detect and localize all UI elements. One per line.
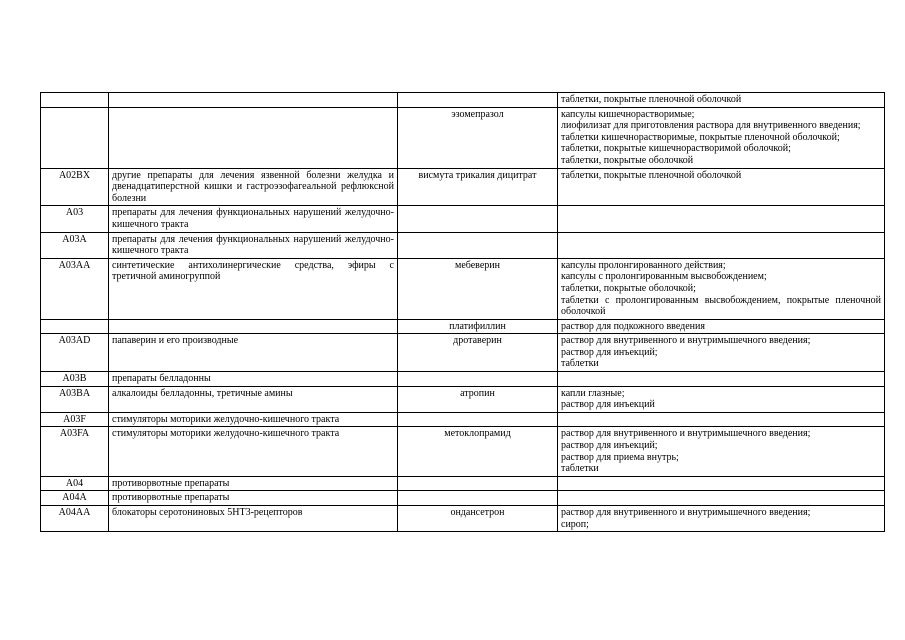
atc-group-cell [109,319,398,334]
atc-code-cell: A04A [41,491,109,506]
dosage-form-cell [558,319,885,334]
dosage-form-line: таблетки кишечнорастворимые, покрытые пленочной оболочкой; [561,131,840,143]
group-text: другие препараты для лечения язвенной болезни желудка и двенадцатиперстной кишки и гастроэзофагеальной рефлюксной болезни [112,169,394,204]
atc-group-cell [109,334,398,372]
dosage-form-line: раствор для подкожного введения [561,320,705,332]
table-row [41,491,885,506]
atc-code-cell: A03BA [41,386,109,412]
atc-code-cell: A03F [41,412,109,427]
dosage-form-line: раствор для приема внутрь; [561,451,679,463]
atc-code-cell [41,93,109,108]
group-text: противорвотные препараты [112,492,230,504]
dosage-form-cell [558,491,885,506]
atc-code-cell: A04AA [41,506,109,532]
atc-group-cell [109,206,398,232]
table-row [41,386,885,412]
dosage-form-cell [558,506,885,532]
dosage-form-line: таблетки, покрытые оболочкой; [561,282,696,294]
atc-code-cell: A03FA [41,427,109,476]
drug-name-cell: дротаверин [398,334,558,372]
atc-code-cell: A03AA [41,258,109,319]
atc-code-cell: A04 [41,476,109,491]
dosage-form-cell [558,372,885,387]
dosage-form-line: капли глазные; [561,387,625,399]
group-text: стимуляторы моторики желудочно-кишечного тракта [112,428,340,440]
drug-name-cell: атропин [398,386,558,412]
drug-classification-table [40,92,885,532]
group-text: препараты белладонны [112,373,211,385]
atc-group-cell [109,491,398,506]
atc-code-cell: A02BX [41,168,109,206]
atc-code-cell: A03AD [41,334,109,372]
drug-name-cell [398,412,558,427]
drug-name-cell: мебеверин [398,258,558,319]
dosage-form-line: таблетки, покрытые пленочной оболочкой [561,169,742,181]
drug-name-cell: ондансетрон [398,506,558,532]
group-text: алкалоиды белладонны, третичные амины [112,387,293,399]
dosage-form-line: раствор для инъекций; [561,346,658,358]
table-row [41,107,885,168]
dosage-form-line: таблетки, покрытые оболочкой [561,154,694,166]
table-row [41,412,885,427]
table-row [41,93,885,108]
dosage-form-line: лиофилизат для приготовления раствора для внутривенного введения; [561,120,861,132]
atc-code-cell [41,319,109,334]
dosage-form-line: капсулы с пролонгированным высвобождением; [561,271,767,283]
dosage-form-cell [558,427,885,476]
drug-name-cell: эзомепразол [398,107,558,168]
dosage-form-line: раствор для инъекций; [561,440,658,452]
dosage-form-cell [558,386,885,412]
dosage-form-line: таблетки [561,463,599,475]
atc-group-cell [109,476,398,491]
dosage-form-cell [558,93,885,108]
drug-name-cell [398,491,558,506]
group-text: препараты для лечения функциональных нарушений желудочно-кишечного тракта [112,233,394,257]
atc-code-cell [41,107,109,168]
atc-group-cell [109,427,398,476]
atc-code-cell: A03 [41,206,109,232]
atc-code-cell: A03A [41,232,109,258]
dosage-form-line: раствор для внутривенного и внутримышечного введения; [561,507,811,518]
dosage-form-cell [558,412,885,427]
table-row [41,319,885,334]
drug-name-cell [398,93,558,108]
dosage-form-cell [558,107,885,168]
table-row [41,206,885,232]
group-text: синтетические антихолинергические средства, эфиры с третичной аминогруппой [112,259,394,283]
dosage-form-cell [558,476,885,491]
atc-group-cell [109,107,398,168]
table-row [41,168,885,206]
table-row [41,258,885,319]
dosage-form-line: таблетки с пролонгированным высвобождением, покрытые пленочной оболочкой [561,294,881,318]
table-row [41,476,885,491]
dosage-form-line: раствор для инъекций [561,399,655,411]
dosage-form-line: капсулы пролонгированного действия; [561,259,726,271]
atc-group-cell [109,93,398,108]
group-text: стимуляторы моторики желудочно-кишечного тракта [112,413,340,425]
atc-group-cell [109,168,398,206]
dosage-form-line: таблетки [561,358,599,370]
table-row [41,334,885,372]
table-row [41,427,885,476]
drug-name-cell: висмута трикалия дицитрат [398,168,558,206]
dosage-form-line: капсулы кишечнорастворимые; [561,108,695,120]
table-row [41,506,885,532]
group-text: противорвотные препараты [112,477,230,489]
dosage-form-cell [558,258,885,319]
drug-name-cell: метоклопрамид [398,427,558,476]
drug-name-cell [398,476,558,491]
group-text: блокаторы серотониновых 5HT3-рецепторов [112,507,303,518]
atc-group-cell [109,412,398,427]
group-text: папаверин и его производные [112,335,239,347]
dosage-form-line: таблетки, покрытые кишечнорастворимой оболочкой; [561,143,791,155]
dosage-form-cell [558,168,885,206]
table-row [41,232,885,258]
dosage-form-line: таблетки, покрытые пленочной оболочкой [561,94,742,105]
dosage-form-cell [558,206,885,232]
dosage-form-cell [558,232,885,258]
atc-group-cell [109,386,398,412]
dosage-form-line: раствор для внутривенного и внутримышечного введения; [561,335,811,347]
group-text: препараты для лечения функциональных нарушений желудочно-кишечного тракта [112,207,394,230]
atc-group-cell [109,258,398,319]
table-body [41,93,885,532]
drug-name-cell [398,372,558,387]
drug-name-cell [398,206,558,232]
table-row [41,372,885,387]
dosage-form-cell [558,334,885,372]
dosage-form-line: раствор для внутривенного и внутримышечного введения; [561,428,811,440]
atc-group-cell [109,506,398,532]
dosage-form-line: сироп; [561,518,589,530]
drug-name-cell: платифиллин [398,319,558,334]
atc-group-cell [109,372,398,387]
atc-code-cell: A03B [41,372,109,387]
atc-group-cell [109,232,398,258]
drug-name-cell [398,232,558,258]
